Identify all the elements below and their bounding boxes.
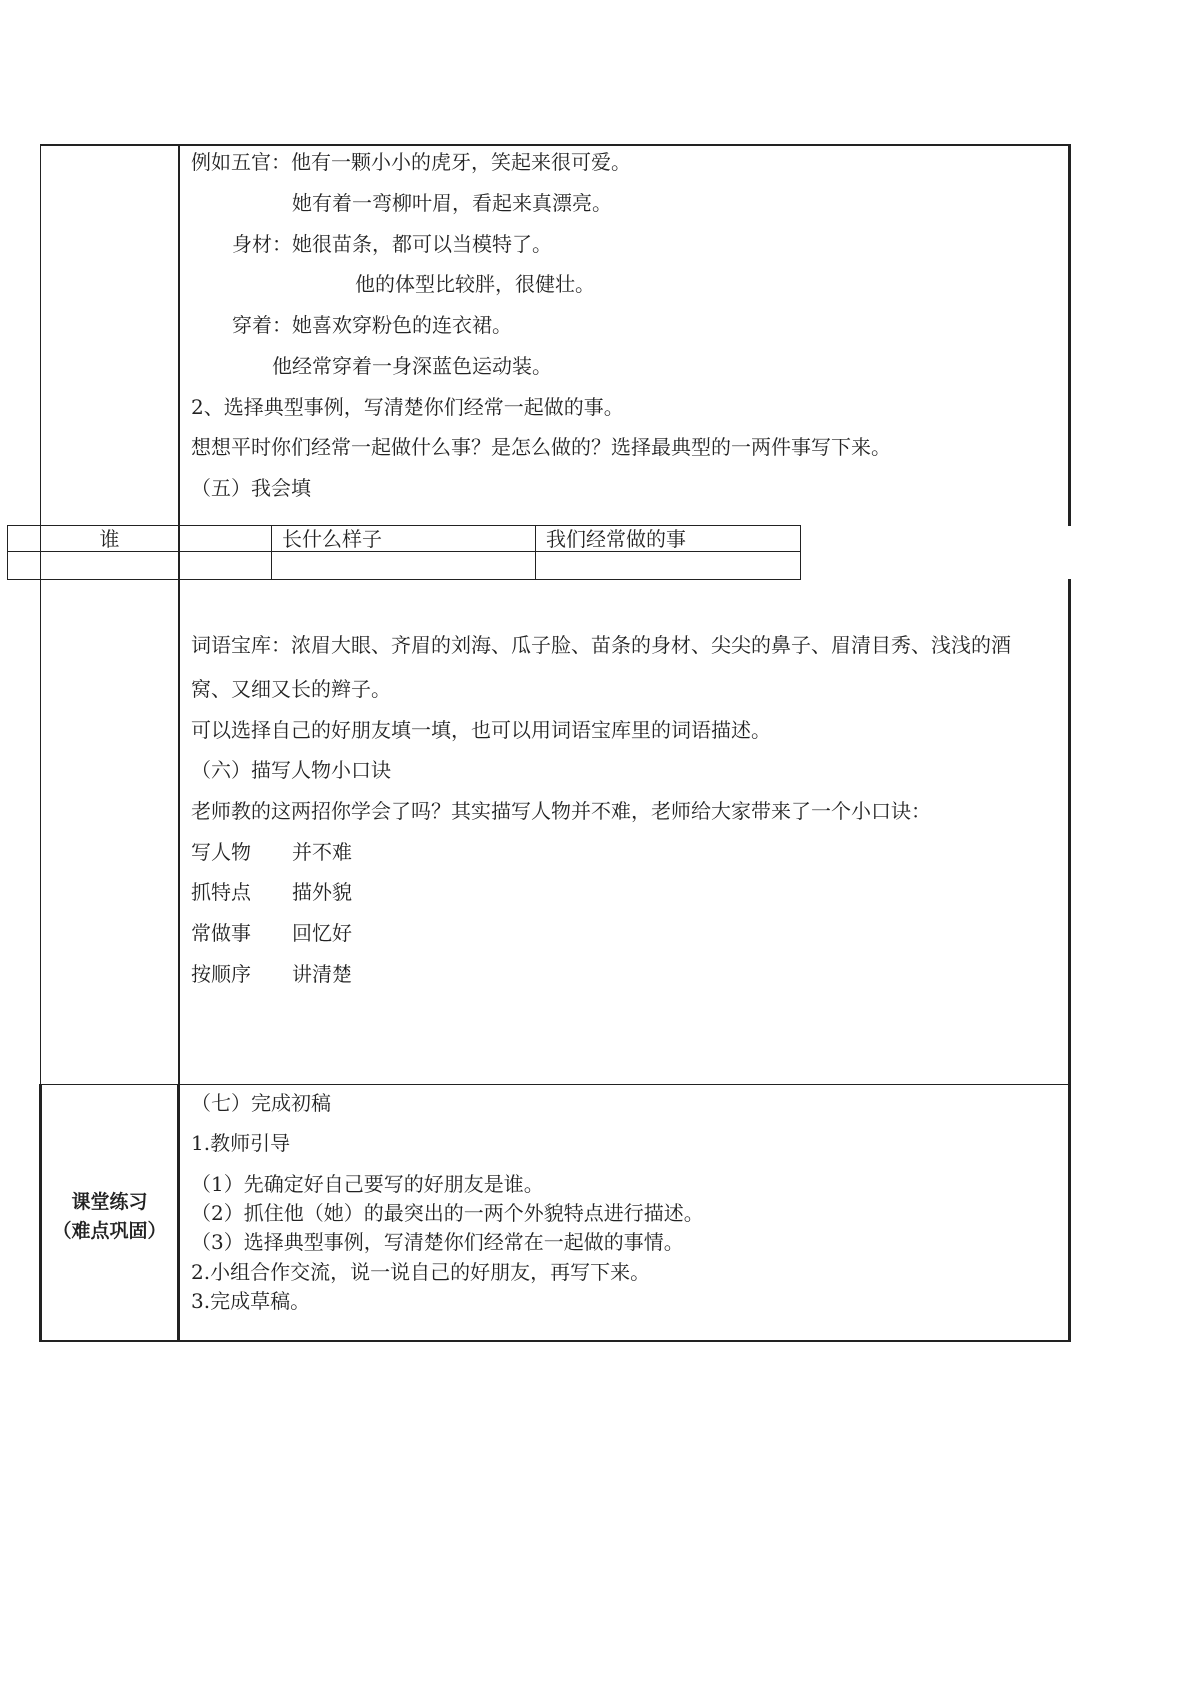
column-divider-practice [177, 1084, 180, 1342]
right-border-lower [1068, 579, 1071, 1342]
fill-header-who: 谁 [99, 527, 120, 551]
example-clothes-2: 他经常穿着一身深蓝色运动装。 [272, 354, 552, 378]
rhyme-3a: 常做事 [191, 921, 251, 945]
rhyme-2b: 描外貌 [292, 880, 352, 904]
fill-cell-appearance[interactable] [272, 552, 535, 579]
guide-step-3: （3）选择典型事例，写清楚你们经常在一起做的事情。 [191, 1230, 684, 1254]
example-figure-2: 他的体型比较胖，很健壮。 [355, 272, 595, 296]
section-6-title: （六）描写人物小口诀 [191, 758, 391, 782]
vocab-bank-line-2: 窝、又细又长的辫子。 [191, 677, 391, 701]
step-2-prompt: 想想平时你们经常一起做什么事？是怎么做的？选择最典型的一两件事写下来。 [191, 435, 891, 459]
fill-hint: 可以选择自己的好朋友填一填，也可以用词语宝库里的词语描述。 [191, 718, 771, 742]
section-7-title: （七）完成初稿 [191, 1091, 331, 1115]
example-clothes-1: 穿着：她喜欢穿粉色的连衣裙。 [232, 313, 512, 337]
fill-table-right [800, 525, 801, 580]
rhyme-4a: 按顺序 [191, 962, 251, 986]
rhyme-3b: 回忆好 [292, 921, 352, 945]
guide-step-1: （1）先确定好自己要写的好朋友是谁。 [191, 1172, 544, 1196]
fill-header-activities: 我们经常做的事 [546, 527, 686, 551]
rhyme-2a: 抓特点 [191, 880, 251, 904]
rhyme-1a: 写人物 [191, 840, 251, 864]
example-figure-1: 身材：她很苗条，都可以当模特了。 [232, 232, 552, 256]
left-border-lower [40, 579, 41, 1084]
rhyme-4b: 讲清楚 [292, 962, 352, 986]
finish-draft: 3.完成草稿。 [191, 1289, 311, 1313]
fill-table-bottom [7, 579, 801, 580]
rhyme-1b: 并不难 [292, 840, 352, 864]
example-facial-1: 例如五官：他有一颗小小的虎牙，笑起来很可爱。 [191, 150, 631, 174]
outer-bottom-border [39, 1340, 1071, 1342]
left-border-upper [40, 144, 41, 526]
example-facial-2: 她有着一弯柳叶眉，看起来真漂亮。 [292, 191, 612, 215]
right-border-upper [1068, 144, 1071, 526]
outer-top-border [40, 144, 1070, 146]
fill-table-left [7, 525, 8, 580]
practice-label-line-2: （难点巩固） [52, 1220, 167, 1242]
practice-top-border [40, 1084, 1070, 1085]
practice-label-line-1: 课堂练习 [71, 1191, 148, 1213]
fill-table-top [7, 525, 801, 526]
vocab-bank-line-1: 词语宝库：浓眉大眼、齐眉的刘海、瓜子脸、苗条的身材、尖尖的鼻子、眉清目秀、浅浅的酒 [191, 633, 1011, 657]
fill-cell-activities[interactable] [536, 552, 800, 579]
section-5-title: （五）我会填 [191, 476, 311, 500]
group-exchange: 2.小组合作交流，说一说自己的好朋友，再写下来。 [191, 1260, 651, 1284]
guide-step-2: （2）抓住他（她）的最突出的一两个外貌特点进行描述。 [191, 1201, 704, 1225]
column-divider-upper [178, 144, 180, 1084]
section-6-intro: 老师教的这两招你学会了吗？其实描写人物并不难，老师给大家带来了一个小口诀： [191, 799, 931, 823]
fill-cell-who[interactable] [41, 552, 178, 579]
teacher-guide: 1.教师引导 [191, 1131, 291, 1155]
step-2-heading: 2、选择典型事例，写清楚你们经常一起做的事。 [191, 395, 624, 419]
fill-header-appearance: 长什么样子 [282, 527, 382, 551]
fill-table-div2 [178, 525, 179, 580]
